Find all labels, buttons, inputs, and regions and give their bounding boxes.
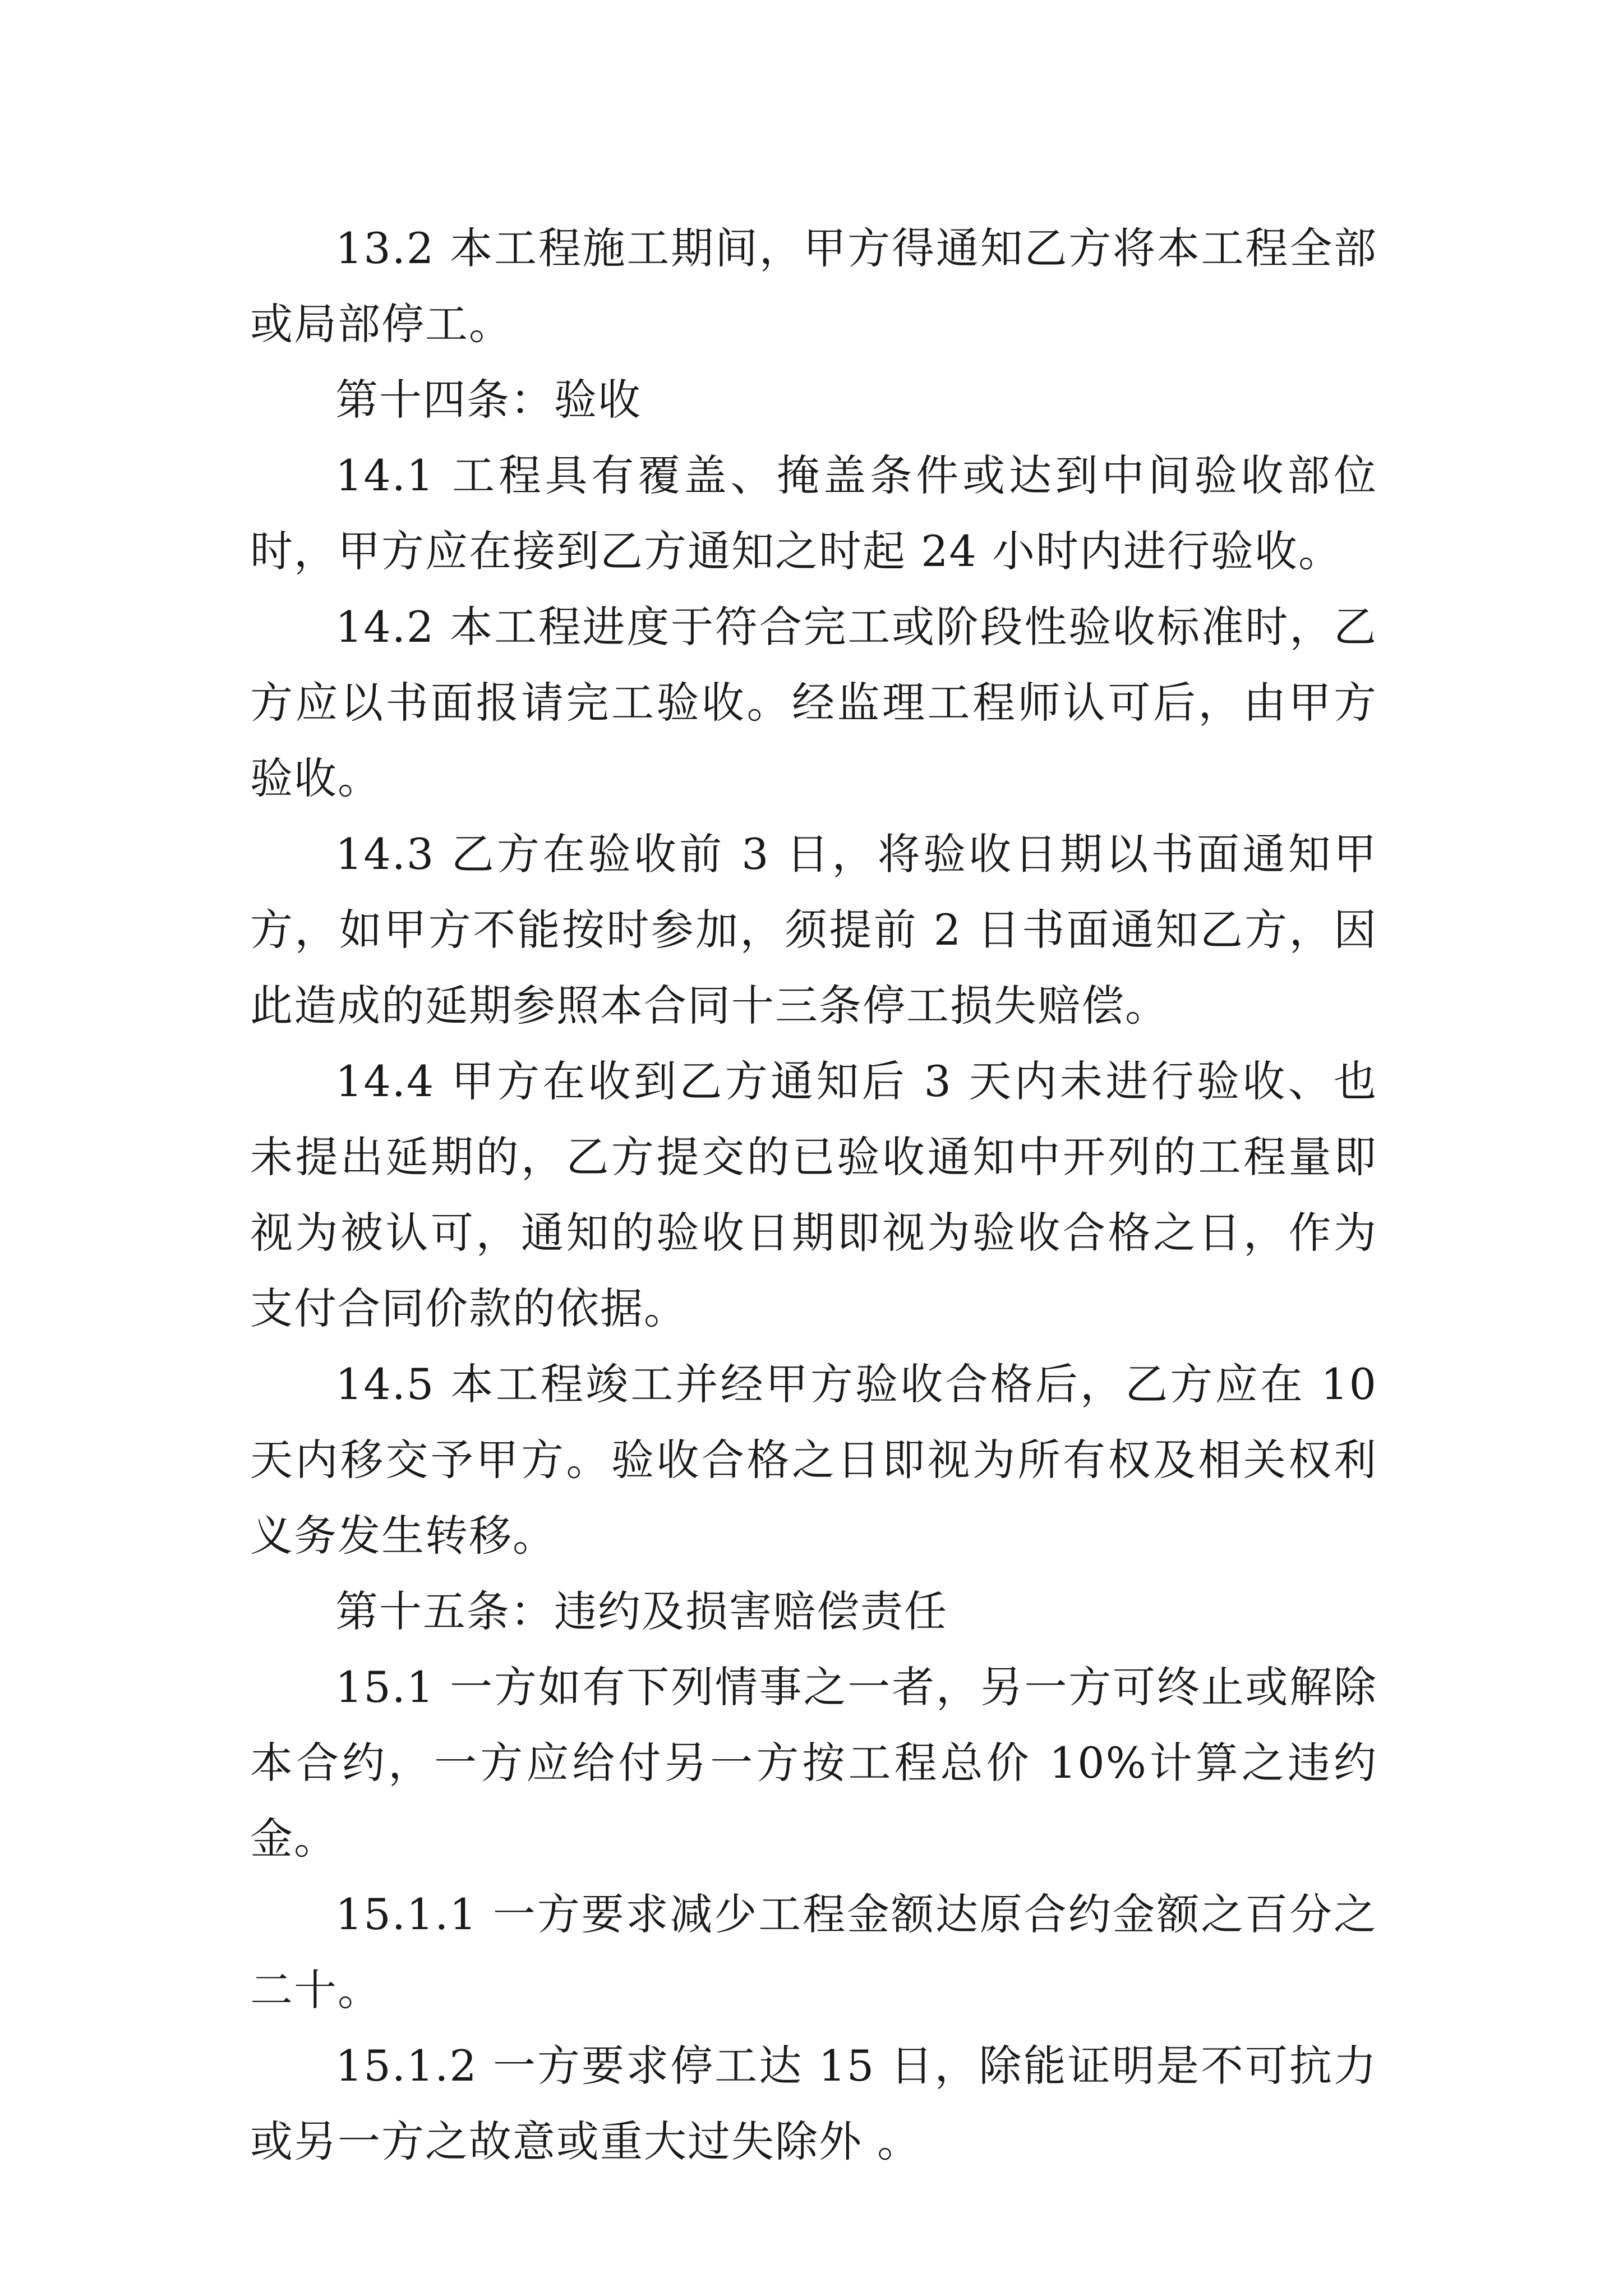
article-14-heading: 第十四条：验收 — [335, 375, 642, 425]
article-15-heading: 第十五条：违约及损害赔偿责任 — [335, 1586, 948, 1636]
clause-15-1-2: 15.1.2 一方要求停工达 15 日，除能证明是不可抗力或另一方之故意或重大过失除外 。 — [250, 2041, 1377, 2166]
clause-15-1-1: 15.1.1 一方要求减少工程金额达原合约金额之百分之二十。 — [250, 1889, 1377, 2015]
clause-14-2: 14.2 本工程进度于符合完工或阶段性验收标准时，乙方应以书面报请完工验收。经监理工程师认可后，由甲方验收。 — [250, 602, 1377, 803]
clause-15-1: 15.1 一方如有下列情事之一者，另一方可终止或解除本合约，一方应给付另一方按工程总价 10%计算之违约金。 — [250, 1662, 1377, 1864]
clause-14-5: 14.5 本工程竣工并经甲方验收合格后，乙方应在 10 天内移交予甲方。验收合格之日即视为所有权及相关权利义务发生转移。 — [250, 1359, 1377, 1561]
clause-14-4: 14.4 甲方在收到乙方通知后 3 天内未进行验收、也未提出延期的，乙方提交的已验收通知中开列的工程量即视为被认可，通知的验收日期即视为验收合格之日，作为支付合同价款的依据。 — [250, 1056, 1377, 1333]
clause-14-3: 14.3 乙方在验收前 3 日，将验收日期以书面通知甲方，如甲方不能按时参加，须提前 2 日书面通知乙方，因此造成的延期参照本合同十三条停工损失赔偿。 — [250, 829, 1377, 1030]
clause-14-1: 14.1 工程具有覆盖、掩盖条件或达到中间验收部位时，甲方应在接到乙方通知之时起 24 小时内进行验收。 — [250, 450, 1377, 576]
document-body — [250, 210, 1377, 2179]
clause-13-2: 13.2 本工程施工期间，甲方得通知乙方将本工程全部或局部停工。 — [250, 223, 1377, 349]
